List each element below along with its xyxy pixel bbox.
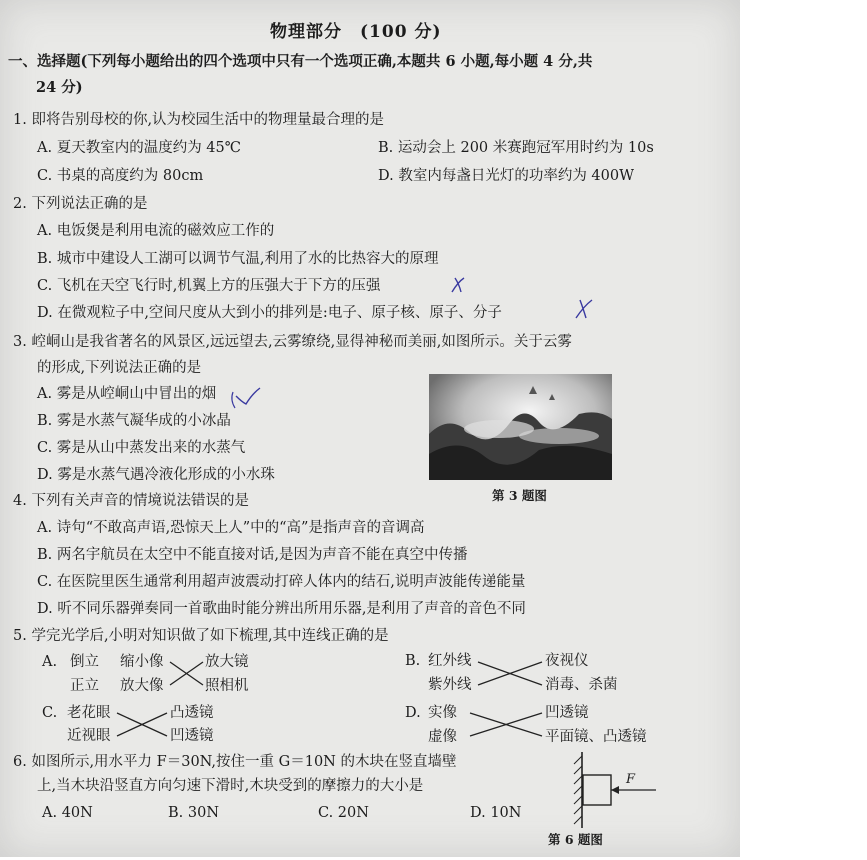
section-heading-line1: 一、选择题(下列每小题给出的四个选项中只有一个选项正确,本题共 6 小题,每小题 4 分,共 bbox=[8, 53, 593, 70]
q2-option-c: C. 飞机在天空飞行时,机翼上方的压强大于下方的压强 bbox=[37, 278, 381, 294]
q5-a-left2: 正立 bbox=[70, 678, 99, 694]
q5-d-left2: 虚像 bbox=[428, 729, 457, 745]
q3-option-b: B. 雾是水蒸气凝华成的小冰晶 bbox=[37, 413, 231, 429]
q5-d-right1: 凹透镜 bbox=[545, 705, 589, 721]
q2-stem: 2. 下列说法正确的是 bbox=[13, 196, 148, 212]
q5-b-left2: 紫外线 bbox=[428, 677, 472, 693]
force-arrow-head bbox=[611, 786, 619, 794]
q4-option-b: B. 两名宇航员在太空中不能直接对话,是因为声音不能在真空中传播 bbox=[37, 547, 468, 563]
q5-c-right2: 凹透镜 bbox=[170, 728, 214, 744]
q3-option-a: A. 雾是从崆峒山中冒出的烟 bbox=[37, 386, 217, 402]
q1-option-b: B. 运动会上 200 米赛跑冠军用时约为 10s bbox=[378, 140, 654, 156]
q3-option-d: D. 雾是水蒸气遇冷液化形成的小水珠 bbox=[37, 467, 275, 483]
q6-figure-caption: 第 6 题图 bbox=[548, 832, 603, 847]
q5-a-right2: 照相机 bbox=[205, 678, 249, 694]
page-title: 物理部分 (100 分) bbox=[270, 22, 442, 42]
pen-mark-q2c bbox=[452, 278, 464, 292]
q3-stem-line1: 3. 崆峒山是我省著名的风景区,远远望去,云雾缭绕,显得神秘而美丽,如图所示。关于云雾 bbox=[13, 334, 572, 350]
q4-option-d: D. 听不同乐器弹奏同一首歌曲时能分辨出所用乐器,是利用了声音的音色不同 bbox=[37, 601, 526, 617]
q1-option-c: C. 书桌的高度约为 80cm bbox=[37, 168, 204, 184]
q4-option-c: C. 在医院里医生通常利用超声波震动打碎人体内的结石,说明声波能传递能量 bbox=[37, 574, 526, 590]
pen-mark-q2d bbox=[576, 300, 592, 318]
q5-a-right1: 放大镜 bbox=[205, 654, 249, 670]
q4-stem: 4. 下列有关声音的情境说法错误的是 bbox=[13, 493, 249, 509]
q1-stem: 1. 即将告别母校的你,认为校园生活中的物理量最合理的是 bbox=[13, 112, 385, 128]
q5-a-label: A. bbox=[42, 654, 58, 670]
q5-c-label: C. bbox=[42, 705, 58, 721]
q6-stem-line2: 上,当木块沿竖直方向匀速下滑时,木块受到的摩擦力的大小是 bbox=[37, 778, 424, 794]
wooden-block bbox=[583, 775, 611, 805]
q5-b-label: B. bbox=[405, 653, 421, 669]
q5-a-mid1: 缩小像 bbox=[120, 654, 164, 670]
q6-option-a: A. 40N bbox=[42, 805, 93, 821]
q6-force-label: F bbox=[626, 772, 636, 787]
q5-a-mid2: 放大像 bbox=[120, 678, 164, 694]
q5-b-right2: 消毒、杀菌 bbox=[545, 677, 618, 693]
q1-option-d: D. 教室内每盏日光灯的功率约为 400W bbox=[378, 168, 635, 184]
q2-option-b: B. 城市中建设人工湖可以调节气温,利用了水的比热容大的原理 bbox=[37, 251, 439, 267]
q5-c-right1: 凸透镜 bbox=[170, 705, 214, 721]
q6-option-d: D. 10N bbox=[470, 805, 522, 821]
q6-option-c: C. 20N bbox=[318, 805, 369, 821]
q5-c-left2: 近视眼 bbox=[67, 728, 111, 744]
q3-stem-line2: 的形成,下列说法正确的是 bbox=[37, 360, 202, 376]
q5-d-left1: 实像 bbox=[428, 705, 457, 721]
q5-b-right1: 夜视仪 bbox=[545, 653, 589, 669]
q5-stem: 5. 学完光学后,小明对知识做了如下梳理,其中连线正确的是 bbox=[13, 628, 389, 644]
section-heading-line2: 24 分) bbox=[36, 79, 83, 96]
q2-option-a: A. 电饭煲是利用电流的磁效应工作的 bbox=[37, 223, 275, 239]
q5-d-right2: 平面镜、凸透镜 bbox=[545, 729, 647, 745]
q6-option-b: B. 30N bbox=[168, 805, 220, 821]
q3-option-c: C. 雾是从山中蒸发出来的水蒸气 bbox=[37, 440, 246, 456]
pen-mark-q3a bbox=[236, 388, 260, 404]
q5-c-left1: 老花眼 bbox=[67, 705, 111, 721]
q6-stem-line1: 6. 如图所示,用水平力 F＝30N,按住一重 G＝10N 的木块在竖直墙壁 bbox=[13, 754, 457, 770]
q5-b-left1: 红外线 bbox=[428, 653, 472, 669]
q3-figure-caption: 第 3 题图 bbox=[492, 488, 547, 503]
q1-option-a: A. 夏天教室内的温度约为 45℃ bbox=[37, 140, 241, 156]
q2-option-d: D. 在微观粒子中,空间尺度从大到小的排列是:电子、原子核、原子、分子 bbox=[37, 305, 502, 321]
q4-option-a: A. 诗句“不敢高声语,恐惊天上人”中的“高”是指声音的音调高 bbox=[37, 520, 425, 536]
q5-d-label: D. bbox=[405, 705, 421, 721]
q6-wall-block-figure bbox=[574, 752, 656, 828]
q5-a-left1: 倒立 bbox=[70, 654, 99, 670]
